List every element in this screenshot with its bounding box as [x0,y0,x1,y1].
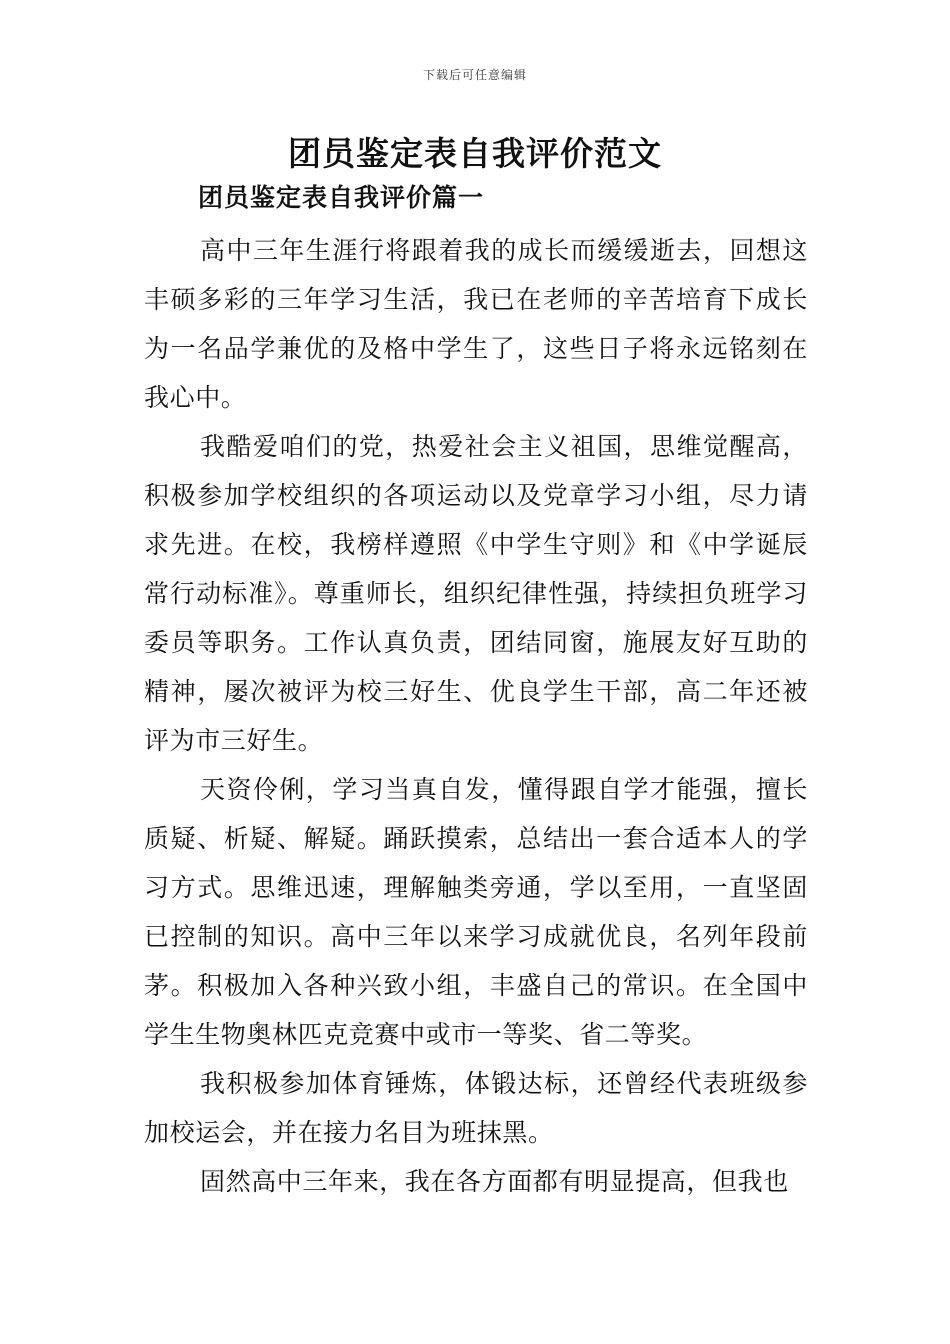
section-heading: 团员鉴定表自我评价篇一 [198,183,485,212]
paragraph-2: 我酷爱咱们的党，热爱社会主义祖国，思维觉醒高，积极参加学校组织的各项运动以及党章学习小组，尽力请求先进。在校，我榜样遵照《中学生守则》和《中学诞辰常行动标准》。尊重师长，组织纪律性强，持续担负班学习委员等职务。工作认真负责，团结同窗，施展友好互助的精神，屡次被评为校三好生、优良学生干部，高二年还被评为市三好生。 [144,432,808,755]
paragraph-3: 天资伶俐，学习当真自发，懂得跟自学才能强，擅长质疑、析疑、解疑。踊跃摸索，总结出一套合适本人的学习方式。思维迅速，理解触类旁通，学以至用，一直坚固已控制的知识。高中三年以来学习成就优良，名列年段前茅。积极加入各种兴致小组，丰盛自己的常识。在全国中学生生物奥林匹克竞赛中或市一等奖、省二等奖。 [144,775,808,1049]
paragraph-5: 固然高中三年来，我在各方面都有明显提高，但我也 [200,1167,789,1196]
header-note: 下载后可任意编辑 [422,68,527,82]
document-title: 团员鉴定表自我评价范文 [288,134,662,173]
body-text [144,226,808,1206]
paragraph-1: 高中三年生涯行将跟着我的成长而缓缓逝去，回想这丰硕多彩的三年学习生活，我已在老师的辛苦培育下成长为一名品学兼优的及格中学生了，这些日子将永远铭刻在我心中。 [144,236,808,412]
paragraph-4: 我积极参加体育锤炼，体锻达标，还曾经代表班级参加校运会，并在接力名目为班抹黑。 [144,1069,808,1147]
